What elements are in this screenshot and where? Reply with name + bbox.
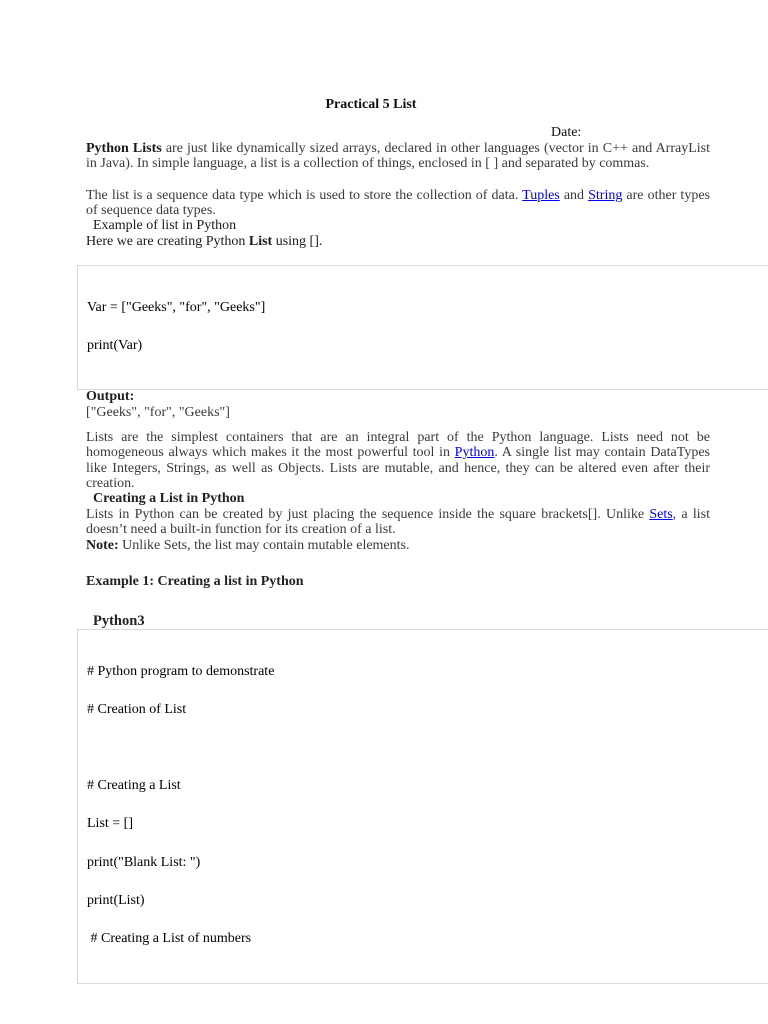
python-lists-term: Python Lists [86, 141, 162, 156]
date-label: Date: [551, 125, 582, 140]
creating-text-a: Here we are creating Python [86, 234, 249, 249]
creating-text-b: using []. [272, 234, 323, 249]
tuples-link[interactable]: Tuples [522, 188, 560, 203]
code-line: print("Blank List: ") [87, 855, 201, 870]
code-line: # Creation of List [87, 702, 187, 717]
sequence-text-c: are other types of sequence data types. [86, 188, 710, 219]
example1-heading: Example 1: Creating a list in Python [86, 574, 304, 589]
code-line: # Python program to demonstrate [87, 664, 275, 679]
example-label: Example of list in Python [93, 218, 237, 233]
note-text: Unlike Sets, the list may contain mutable elements. [118, 538, 410, 553]
containers-text-b: . A single list may contain DataTypes like Integers, Strings, as well as Objects. Lists are mutable, and hence, they can be altered even after their creation. [86, 445, 710, 491]
intro-paragraph [86, 141, 710, 172]
code-line: print(Var) [87, 338, 143, 353]
code-block-2 [77, 629, 768, 984]
creating-list-heading: Creating a List in Python [93, 491, 245, 506]
code-line: print(List) [87, 893, 145, 908]
code-block-1 [77, 265, 768, 390]
string-link[interactable]: String [588, 188, 623, 203]
python-link[interactable]: Python [454, 445, 495, 461]
code-line: # Creating a List [87, 778, 181, 793]
creating-sentence [86, 234, 322, 249]
sequence-text-a: The list is a sequence data type which is used to store the collection of data. [86, 188, 523, 203]
page-title: Practical 5 List [325, 97, 417, 112]
sets-link[interactable]: Sets [649, 507, 673, 522]
note-paragraph [86, 538, 710, 553]
creating-list-paragraph [86, 507, 710, 538]
containers-text-a: Lists are the simplest containers that are an integral part of the Python language. Lists need not be homogeneous always which makes it the most powerful tool in [86, 430, 710, 461]
sequence-paragraph [86, 188, 710, 219]
containers-paragraph [86, 430, 710, 491]
code-line: Var = ["Geeks", "for", "Geeks"] [87, 300, 266, 315]
code-line: List = [] [87, 816, 133, 831]
creating-list-text-a: Lists in Python can be created by just placing the sequence inside the square brackets[]. Unlike [86, 507, 650, 522]
python3-label: Python3 [93, 613, 145, 629]
note-label: Note: [86, 538, 119, 553]
intro-text: are just like dynamically sized arrays, declared in other languages (vector in C++ and ArrayList in Java). In simple language, a list is a collection of things, enclosed in [ ] and separated by commas. [86, 141, 710, 172]
sequence-text-b: and [559, 188, 589, 203]
code-line: # Creating a List of numbers [87, 931, 252, 946]
output-value: ["Geeks", "for", "Geeks"] [86, 405, 230, 420]
creating-list-text-b: , a list doesn’t need a built-in function for its creation of a list. [86, 507, 710, 538]
output-label: Output: [86, 389, 135, 404]
list-term: List [248, 234, 273, 249]
